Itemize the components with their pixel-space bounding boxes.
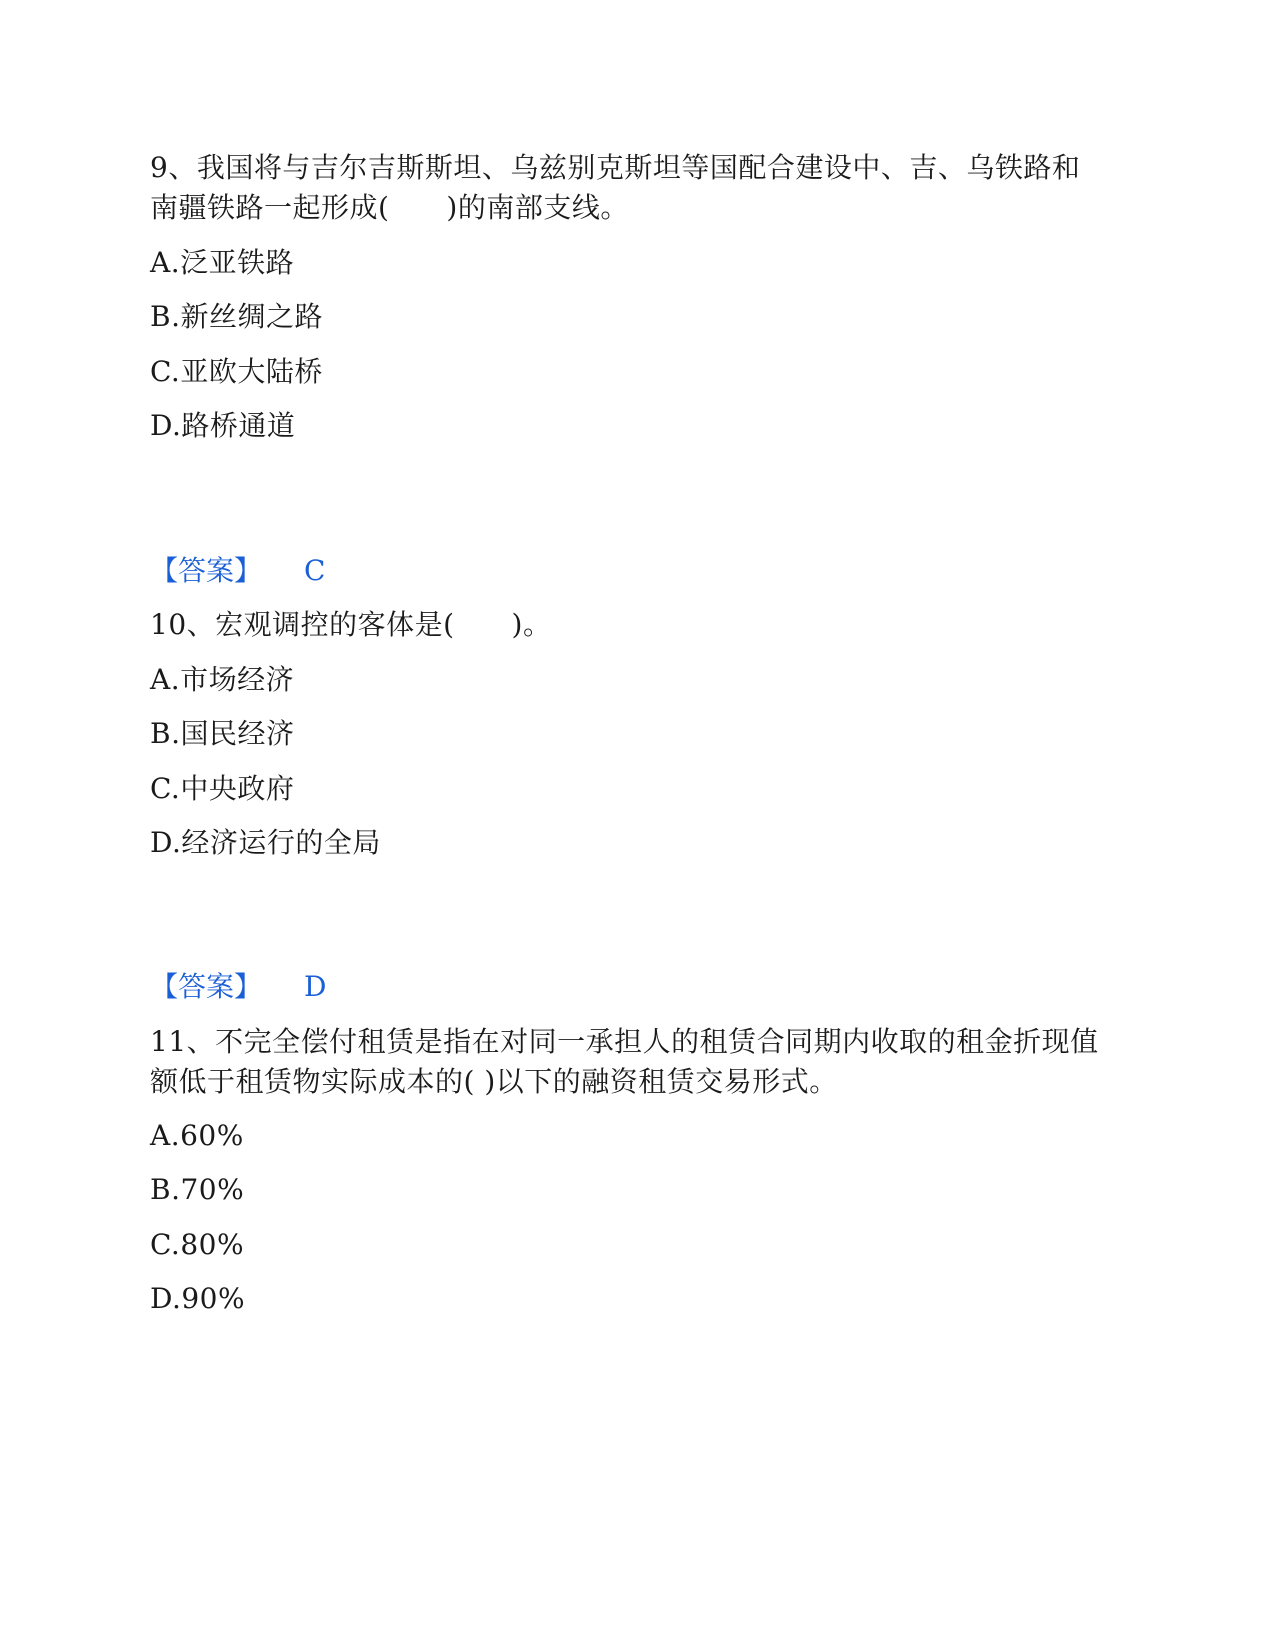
option-a: A.60% [150, 1119, 244, 1152]
question-stem-line: 南疆铁路一起形成( )的南部支线。 [150, 191, 629, 224]
option-d: D.经济运行的全局 [150, 826, 381, 859]
option-c: C.中央政府 [150, 772, 295, 805]
answer-row [150, 551, 325, 591]
option-c: C.80% [150, 1228, 245, 1261]
option-b: B.新丝绸之路 [150, 300, 323, 333]
option-b: B.国民经济 [150, 717, 295, 750]
option-d: D.90% [150, 1282, 246, 1315]
option-b: B.70% [150, 1173, 245, 1206]
question-stem-line: 9、我国将与吉尔吉斯斯坦、乌兹别克斯坦等国配合建设中、吉、乌铁路和 [150, 151, 1081, 184]
answer-row [150, 967, 326, 1007]
question-stem-line: 10、宏观调控的客体是( )。 [150, 608, 552, 641]
answer-label: 【答案】 [150, 554, 263, 587]
question-stem-line: 11、不完全偿付租赁是指在对同一承担人的租赁合同期内收取的租金折现值 [150, 1025, 1099, 1058]
answer-label: 【答案】 [150, 970, 263, 1003]
question-stem-line: 额低于租赁物实际成本的( )以下的融资租赁交易形式。 [150, 1065, 838, 1098]
option-a: A.泛亚铁路 [150, 246, 295, 279]
option-a: A.市场经济 [150, 663, 295, 696]
answer-value: C [304, 554, 326, 587]
option-d: D.路桥通道 [150, 409, 296, 442]
option-c: C.亚欧大陆桥 [150, 355, 323, 388]
answer-value: D [304, 970, 327, 1003]
